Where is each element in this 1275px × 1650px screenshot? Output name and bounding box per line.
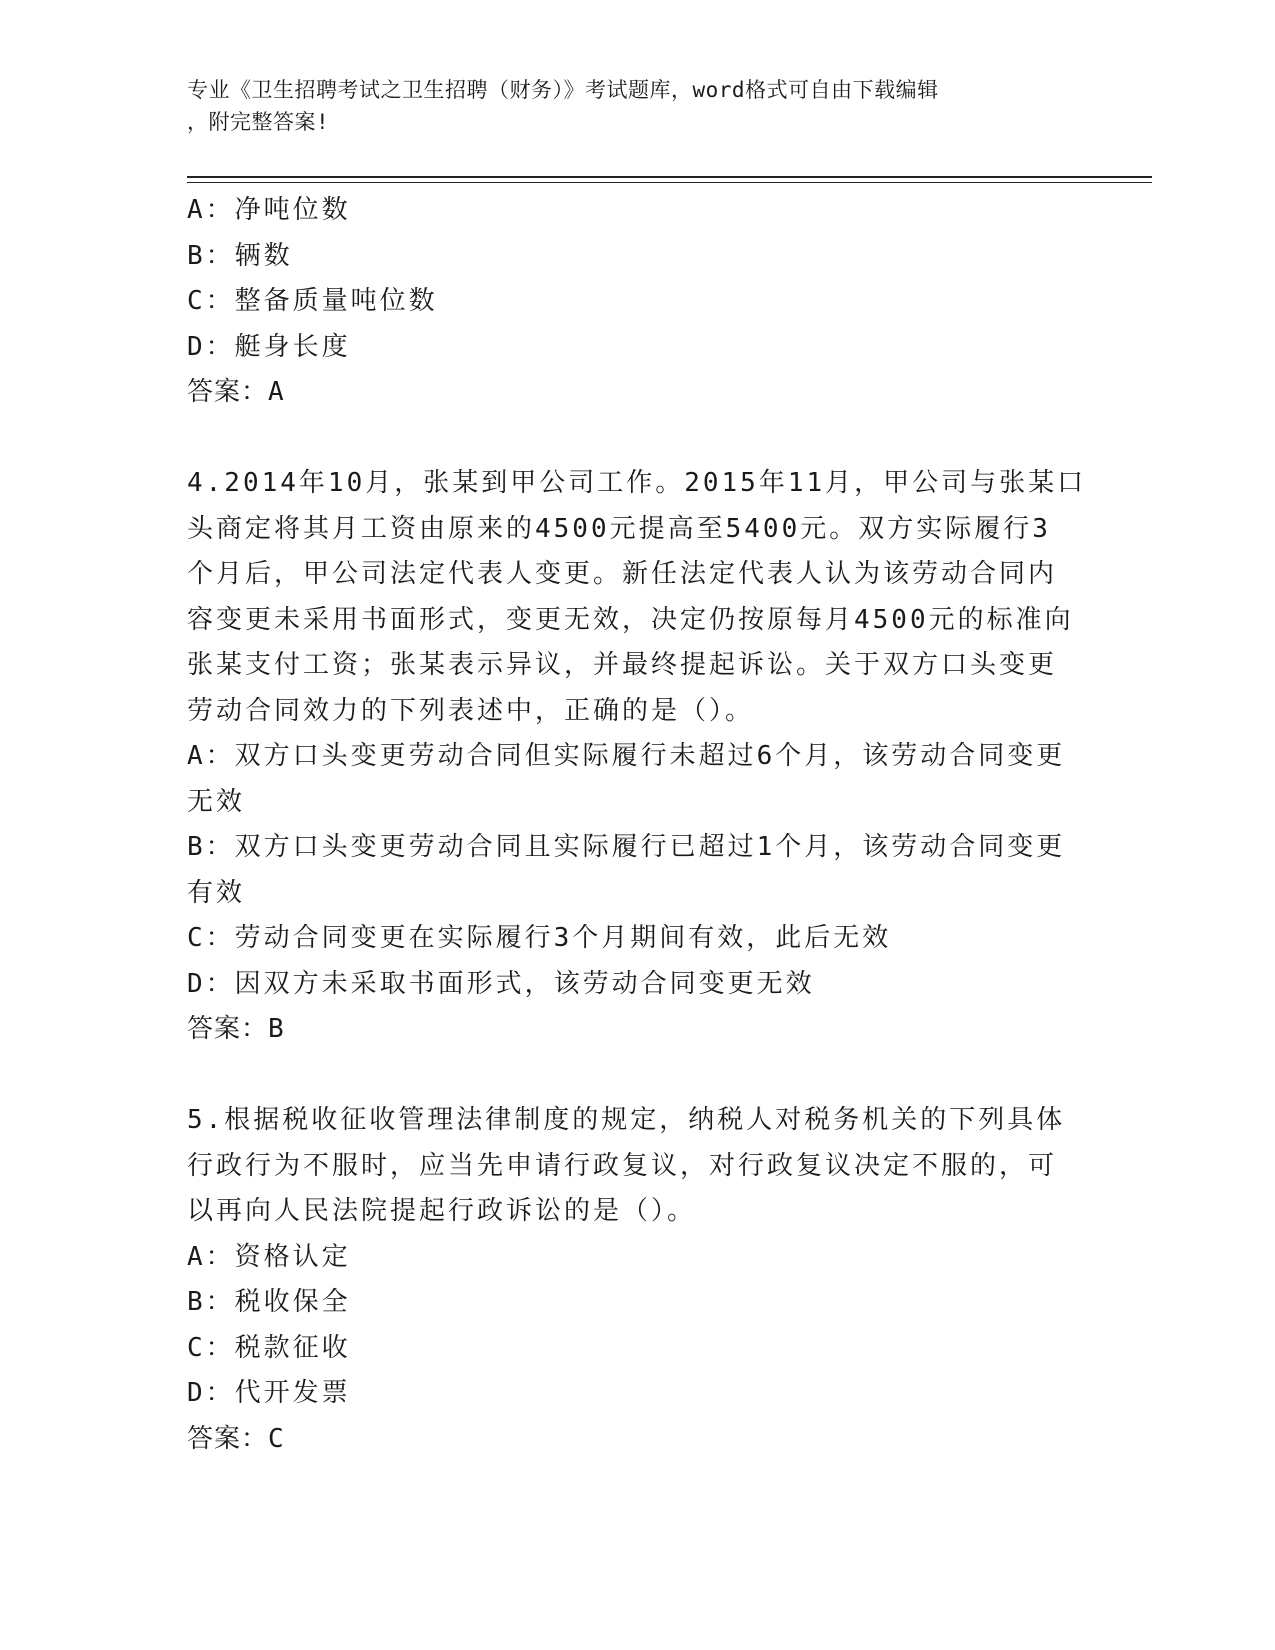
q5-stem-line-1: 5.根据税收征收管理法律制度的规定，纳税人对税务机关的下列具体 [187,1105,1066,1135]
q5-stem-line-2: 行政行为不服时，应当先申请行政复议，对行政复议决定不服的，可 [187,1150,1058,1181]
q5-option-a: A：资格认定 [187,1241,351,1272]
q5-stem-line-3: 以再向人民法院提起行政诉讼的是（）。 [187,1196,697,1226]
q4-stem-line-4: 容变更未采用书面形式，变更无效，决定仍按原每月4500元的标准向 [187,604,1074,635]
q3-option-b: B：辆数 [187,240,293,271]
q4-option-a: A：双方口头变更劳动合同但实际履行未超过6个月，该劳动合同变更 [187,741,1066,771]
header-divider-thin [187,182,1152,183]
q5-option-c: C：税款征收 [187,1332,351,1363]
q4-stem-line-6: 劳动合同效力的下列表述中，正确的是（）。 [187,695,755,726]
q4-stem-line-5: 张某支付工资；张某表示异议，并最终提起诉讼。关于双方口头变更 [187,650,1058,680]
q4-option-b: B：双方口头变更劳动合同且实际履行已超过1个月，该劳动合同变更 [187,832,1066,862]
q5-option-b: B：税收保全 [187,1287,351,1317]
header-divider-thick [187,176,1152,178]
q4-stem-line-1: 4.2014年10月，张某到甲公司工作。2015年11月，甲公司与张某口 [187,468,1087,498]
header-line-1: 专业《卫生招聘考试之卫生招聘（财务）》考试题库，word格式可自由下载编辑 [187,78,939,102]
document-body [187,188,1087,1462]
spacer [187,1053,1087,1099]
q4-option-a-cont: 无效 [187,786,246,817]
spacer [187,416,1087,462]
q4-option-c: C：劳动合同变更在实际履行3个月期间有效，此后无效 [187,923,892,953]
q4-answer: 答案：B [187,1014,285,1044]
q3-option-c: C：整备质量吨位数 [187,286,438,316]
q4-option-d: D：因双方未采取书面形式，该劳动合同变更无效 [187,968,815,999]
q4-stem-line-2: 头商定将其月工资由原来的4500元提高至5400元。双方实际履行3 [187,513,1051,544]
question-5 [187,1098,1087,1462]
q3-answer: 答案：A [187,377,285,407]
question-4 [187,461,1087,1053]
question-3 [187,188,1087,416]
q3-option-d: D：艇身长度 [187,331,351,362]
q5-option-d: D：代开发票 [187,1378,351,1408]
q3-option-a: A：净吨位数 [187,195,351,225]
q5-answer: 答案：C [187,1423,285,1454]
q4-option-b-cont: 有效 [187,877,246,908]
document-header [187,74,1067,138]
q4-stem-line-3: 个月后，甲公司法定代表人变更。新任法定代表人认为该劳动合同内 [187,559,1058,589]
header-line-2: ，附完整答案! [187,110,330,134]
